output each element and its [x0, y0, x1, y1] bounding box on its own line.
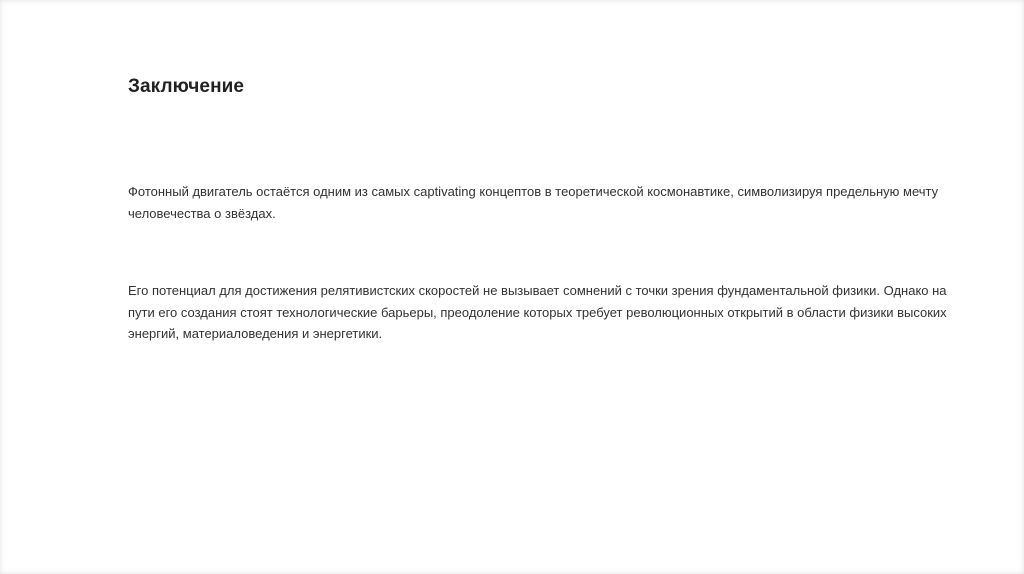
slide-title: Заключение — [128, 76, 245, 97]
paragraph-intro: Фотонный двигатель остаётся одним из самых captivating концептов в теоретической космонавтике, символизируя предельную мечту человечества о звёздах. — [128, 184, 939, 221]
paragraph-potential: Его потенциал для достижения релятивистских скоростей не вызывает сомнений с точки зрения фундаментальной физики. Однако на пути его создания стоят технологические барьеры, преодоление которых требует революционных открытий в области физики высоких энергий, материаловедения и энергетики. — [128, 283, 947, 341]
